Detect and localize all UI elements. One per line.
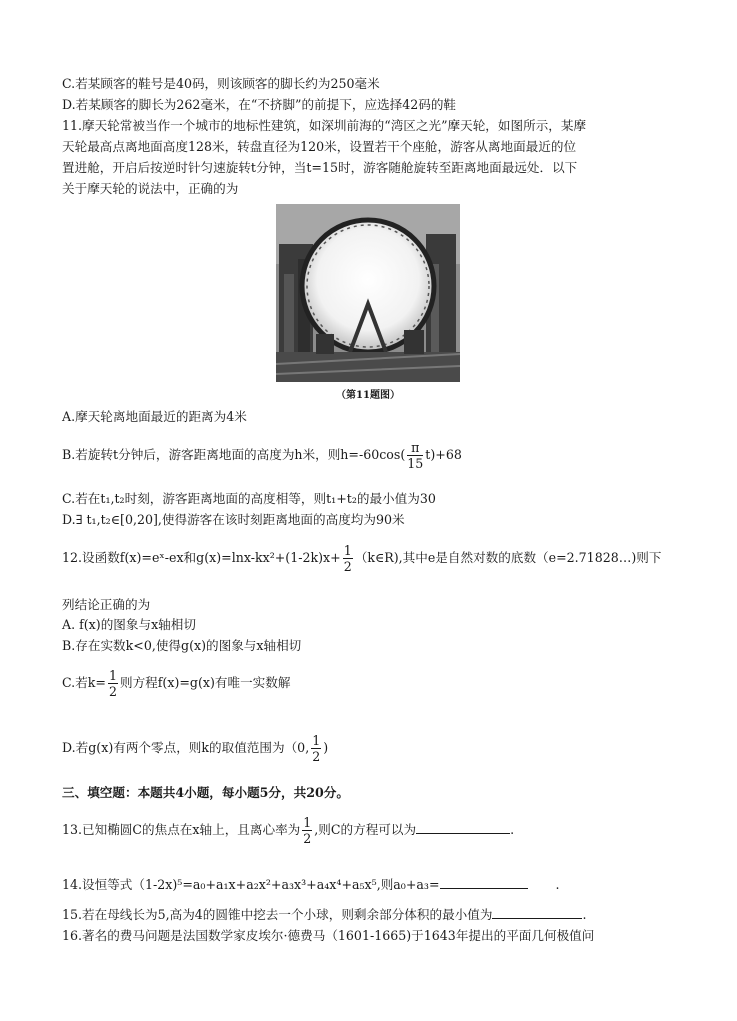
q14-period: .: [555, 877, 560, 892]
q15-text: 15.若在母线长为5,高为4的圆锥中挖去一个小球，则剩余部分体积的最小值为: [62, 907, 493, 922]
fraction-denominator: 2: [312, 749, 321, 764]
q11-option-b-prefix: B.若旋转t分钟后，游客距离地面的高度为h米，则h=-60cos(: [62, 447, 406, 462]
q12-stem-prefix: 12.设函数f(x)=eˣ-ex和g(x)=lnx-kx²+(1-2k)x+: [62, 550, 341, 565]
q12-option-d: [62, 733, 328, 764]
q11-option-c: C.若在t₁,t₂时刻，游客距离地面的高度相等，则t₁+t₂的最小值为30: [62, 491, 436, 506]
q14-text: 14.设恒等式（1-2x)⁵=a₀+a₁x+a₂x²+a₃x³+a₄x⁴+a₅x⁵,则a₀+a₃=: [62, 877, 440, 892]
q11-option-b: [62, 440, 462, 471]
q10-option-d: D.若某顾客的脚长为262毫米，在“不挤脚”的前提下，应选择42码的鞋: [62, 97, 457, 112]
fraction-denominator: 15: [407, 456, 424, 471]
fraction-one-half: [108, 668, 118, 699]
q12-option-b: B.存在实数k<0,使得g(x)的图象与x轴相切: [62, 638, 302, 653]
figure-caption: （第11题图）: [336, 390, 400, 401]
ferris-wheel-photo: [276, 204, 460, 382]
q12-stem-suffix: （k∈R),其中e是自然对数的底数（e=2.71828…)则下: [354, 550, 662, 565]
q11-stem-line-2: 天轮最高点离地面高度128米，转盘直径为120米，设置若干个座舱，游客从离地面最近的位: [62, 139, 577, 154]
q14-answer-blank[interactable]: [440, 876, 528, 889]
q12-option-c-prefix: C.若k=: [62, 675, 106, 690]
fraction-numerator: 1: [343, 543, 352, 558]
q12-option-a: A. f(x)的图象与x轴相切: [62, 617, 196, 632]
q13-answer-blank[interactable]: [416, 821, 510, 834]
q15-answer-blank[interactable]: [492, 906, 582, 919]
fraction-one-half: [343, 543, 353, 574]
q11-stem-line-4: 关于摩天轮的说法中，正确的为: [62, 181, 239, 196]
q13-period: .: [510, 822, 515, 837]
q11-stem-line-1: 11.摩天轮常被当作一个城市的地标性建筑，如深圳前海的“湾区之光”摩天轮，如图所示，某摩: [62, 118, 587, 133]
fraction-pi-over-15: [407, 440, 423, 471]
fraction-denominator: 2: [108, 684, 117, 699]
q12-option-d-suffix: ): [323, 740, 329, 755]
fraction-denominator: 2: [303, 831, 312, 846]
q11-option-a: A.摩天轮离地面最近的距离为4米: [62, 409, 247, 424]
q12-stem-line-2: 列结论正确的为: [62, 597, 151, 612]
q15-period: .: [582, 907, 587, 922]
fraction-numerator: 1: [108, 668, 117, 683]
q13: [62, 815, 514, 846]
section-heading-fill-in: 三、填空题：本题共4小题，每小题5分，共20分。: [62, 785, 349, 800]
fraction-denominator: 2: [343, 559, 352, 574]
q16-stem-line-1: 16.著名的费马问题是法国数学家皮埃尔·德费马（1601-1665)于1643年提出的平面几何极值问: [62, 928, 595, 943]
q12-option-c-suffix: 则方程f(x)=g(x)有唯一实数解: [119, 675, 291, 690]
q12-option-d-prefix: D.若g(x)有两个零点，则k的取值范围为（0,: [62, 740, 310, 755]
fraction-numerator: 1: [303, 815, 312, 830]
fraction-numerator: π: [407, 440, 423, 456]
q11-option-b-suffix: t)+68: [425, 447, 462, 462]
q14: [62, 876, 560, 893]
fraction-numerator: 1: [312, 733, 321, 748]
q12-option-c: [62, 668, 290, 699]
q15: [62, 906, 586, 923]
q10-option-c: C.若某顾客的鞋号是40码，则该顾客的脚长约为250毫米: [62, 76, 380, 91]
fraction-one-half: [311, 733, 321, 764]
fraction-one-half: [302, 815, 312, 846]
q11-stem-line-3: 置进舱，开启后按逆时针匀速旋转t分钟，当t=15时，游客随舱旋转至距离地面最远处．以下: [62, 160, 578, 175]
q13-prefix: 13.已知椭圆C的焦点在x轴上，且离心率为: [62, 822, 301, 837]
q13-suffix: ,则C的方程可以为: [314, 822, 417, 837]
q12-stem-line-1: [62, 543, 661, 574]
q11-option-d: D.∃ t₁,t₂∈[0,20],使得游客在该时刻距离地面的高度均为90米: [62, 512, 405, 527]
